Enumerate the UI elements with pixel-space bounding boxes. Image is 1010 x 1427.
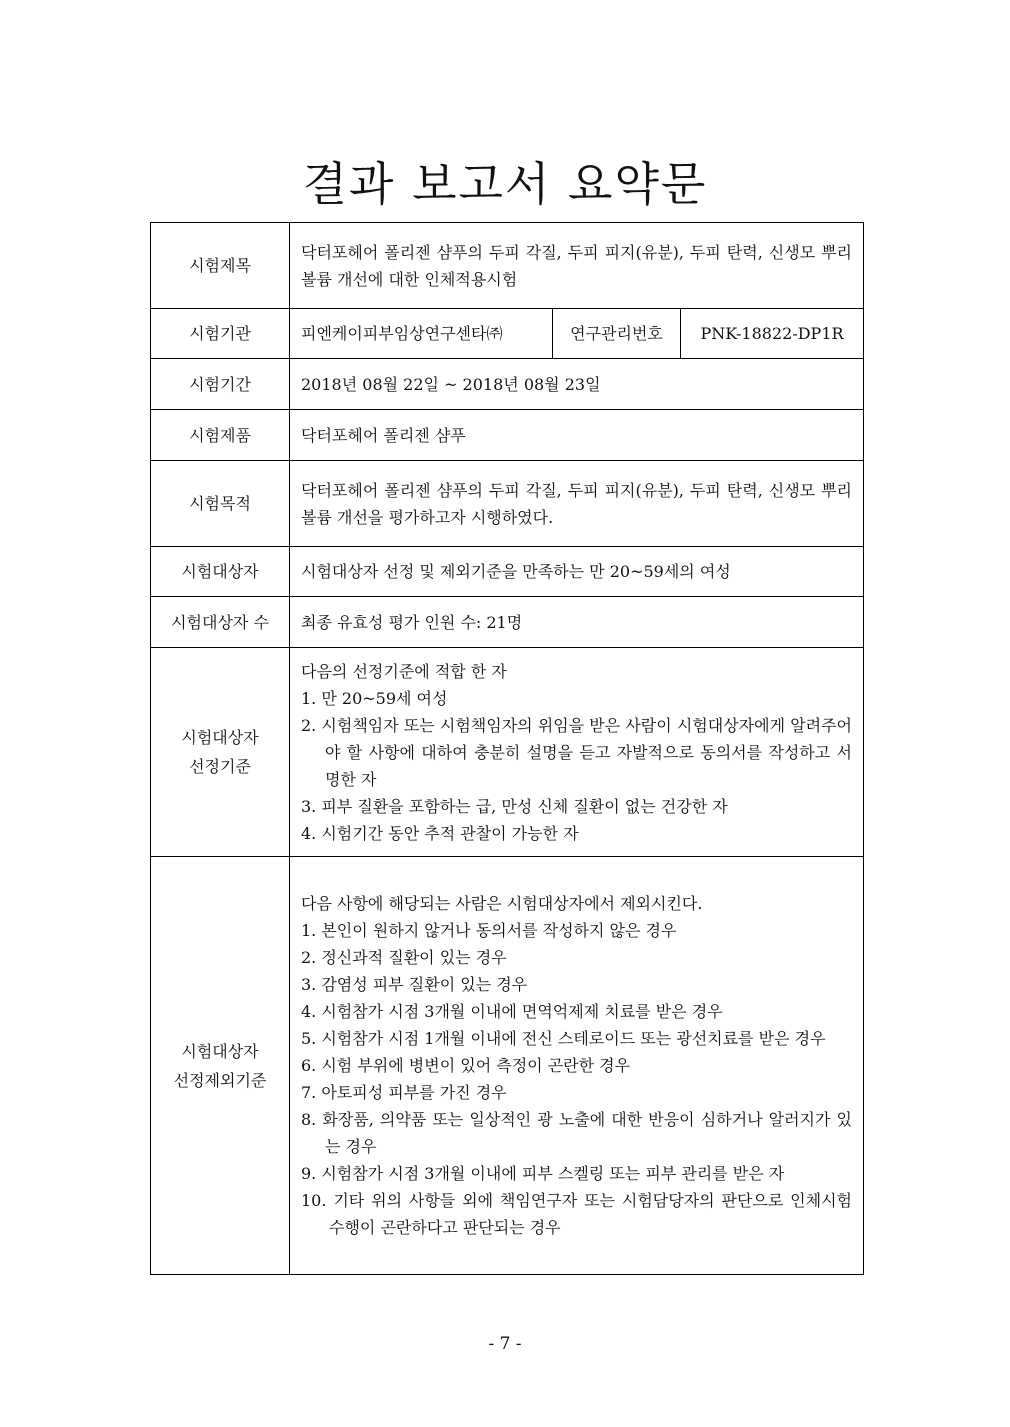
list-item: 6. 시험 부위에 병변이 있어 측정이 곤란한 경우 (301, 1056, 631, 1075)
exclusion-intro: 다음 사항에 해당되는 사람은 시험대상자에서 제외시킨다. (301, 894, 703, 913)
exclusion-label-line1: 시험대상자 (181, 1041, 259, 1061)
row-inclusion-criteria (151, 648, 864, 857)
purpose-label: 시험목적 (151, 461, 290, 547)
subject-count-value: 최종 유효성 평가 인원 수: 21명 (290, 597, 864, 648)
exclusion-value (290, 857, 864, 1275)
list-item: 1. 만 20~59세 여성 (301, 688, 448, 708)
inclusion-list (301, 685, 852, 847)
inclusion-label-line2: 선정기준 (189, 757, 251, 776)
exclusion-label (151, 857, 290, 1275)
list-item: 4. 시험기간 동안 추적 관찰이 가능한 자 (301, 823, 579, 843)
row-test-title (151, 223, 864, 309)
list-item: 7. 아토피성 피부를 가진 경우 (301, 1083, 507, 1102)
period-label: 시험기간 (151, 359, 290, 410)
document-title: 결과 보고서 요약문 (302, 157, 708, 211)
list-item: 1. 본인이 원하지 않거나 동의서를 작성하지 않은 경우 (301, 921, 677, 940)
inclusion-label (151, 648, 290, 857)
list-item: 4. 시험참가 시점 3개월 이내에 면역억제제 치료를 받은 경우 (301, 1002, 723, 1021)
management-number-label: 연구관리번호 (553, 309, 681, 359)
subject-count-label: 시험대상자 수 (151, 597, 290, 648)
list-item: 8. 화장품, 의약품 또는 일상적인 광 노출에 대한 반응이 심하거나 알러지가 있는 경우 (301, 1110, 853, 1156)
subjects-value: 시험대상자 선정 및 제외기준을 만족하는 만 20~59세의 여성 (290, 547, 864, 597)
exclusion-label-line2: 선정제외기준 (173, 1070, 267, 1090)
product-value: 닥터포헤어 폴리젠 샴푸 (290, 410, 864, 461)
exclusion-list (301, 917, 852, 1241)
row-subject-count (151, 597, 864, 648)
institution-label: 시험기관 (151, 309, 290, 359)
product-label: 시험제품 (151, 410, 290, 461)
subjects-label: 시험대상자 (151, 547, 290, 597)
list-item: 2. 정신과적 질환이 있는 경우 (301, 948, 507, 967)
row-subjects (151, 547, 864, 597)
inclusion-label-line1: 시험대상자 (181, 728, 259, 747)
row-purpose (151, 461, 864, 547)
list-item: 9. 시험참가 시점 3개월 이내에 피부 스켈링 또는 피부 관리를 받은 자 (301, 1164, 785, 1183)
institution-value: 피엔케이피부임상연구센타㈜ (290, 309, 553, 359)
test-title-label: 시험제목 (151, 223, 290, 309)
row-institution (151, 309, 864, 359)
management-number-value: PNK-18822-DP1R (681, 309, 864, 359)
page-number: - 7 - (488, 1334, 522, 1354)
purpose-value: 닥터포헤어 폴리젠 샴푸의 두피 각질, 두피 피지(유분), 두피 탄력, 신생모 뿌리볼륨 개선을 평가하고자 시행하였다. (290, 461, 864, 547)
list-item: 10. 기타 위의 사항들 외에 책임연구자 또는 시험담당자의 판단으로 인체시험 수행이 곤란하다고 판단되는 경우 (301, 1191, 853, 1237)
list-item: 2. 시험책임자 또는 시험책임자의 위임을 받은 사람이 시험대상자에게 알려주어야 할 사항에 대하여 충분히 설명을 듣고 자발적으로 동의서를 작성하고 서명한 자 (301, 715, 853, 789)
period-value: 2018년 08월 22일 ~ 2018년 08월 23일 (290, 359, 864, 410)
list-item: 3. 피부 질환을 포함하는 급, 만성 신체 질환이 없는 건강한 자 (301, 796, 728, 816)
test-title-value: 닥터포헤어 폴리젠 샴푸의 두피 각질, 두피 피지(유분), 두피 탄력, 신생모 뿌리볼륨 개선에 대한 인체적용시험 (290, 223, 864, 309)
row-product (151, 410, 864, 461)
row-period (151, 359, 864, 410)
inclusion-value (290, 648, 864, 857)
inclusion-intro: 다음의 선정기준에 적합 한 자 (301, 661, 507, 681)
row-exclusion-criteria (151, 857, 864, 1275)
summary-table (150, 222, 864, 1275)
list-item: 5. 시험참가 시점 1개월 이내에 전신 스테로이드 또는 광선치료를 받은 경우 (301, 1029, 826, 1048)
list-item: 3. 감염성 피부 질환이 있는 경우 (301, 975, 528, 994)
